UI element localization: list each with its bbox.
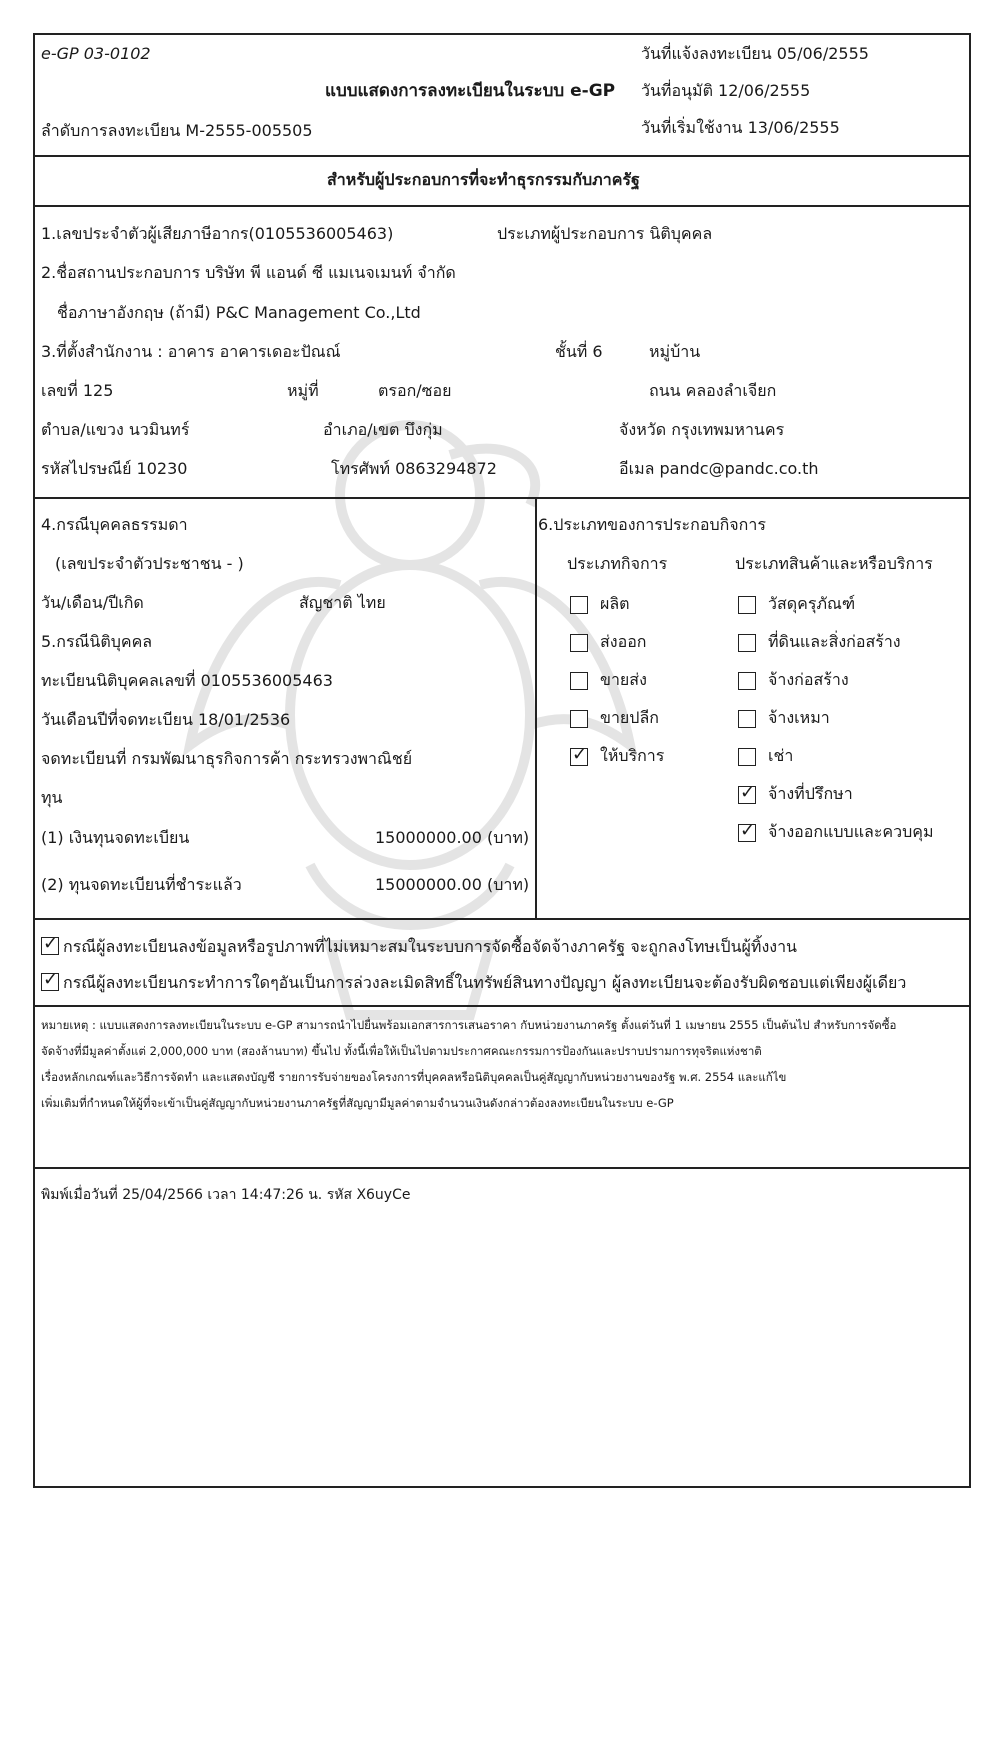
- goods-type-checkbox[interactable]: [738, 782, 756, 804]
- goods-type-checkbox[interactable]: [738, 596, 756, 614]
- village: หมู่บ้าน: [649, 342, 701, 361]
- form-title: แบบแสดงการลงทะเบียนในระบบ e-GP: [325, 81, 616, 101]
- juristic-heading: 5.กรณีนิติบุคคล: [41, 632, 153, 651]
- section-title: สำหรับผู้ประกอบการที่จะทำธุรกรรมกับภาครัฐ: [327, 170, 640, 189]
- checkmark-icon: ✓: [572, 744, 588, 765]
- business-type-label: ขายส่ง: [600, 670, 647, 689]
- company-name-th: 2.ชื่อสถานประกอบการ บริษัท พี แอนด์ ซี แมเนจเมนท์ จำกัด: [41, 263, 456, 282]
- declaration-text: กรณีผู้ลงทะเบียนลงข้อมูลหรือรูปภาพที่ไม่เหมาะสมในระบบการจัดซื้อจัดจ้างภาครัฐ จะถูกลงโทษเป็นผู้ทิ้งงาน: [63, 937, 797, 956]
- subdistrict: ตำบล/แขวง นวมินทร์: [41, 420, 190, 439]
- print-info: พิมพ์เมื่อวันที่ 25/04/2566 เวลา 14:47:26 น. รหัส X6uyCe: [41, 1187, 411, 1203]
- business-type-checkbox[interactable]: [570, 744, 588, 766]
- approve-date: วันที่อนุมัติ 12/06/2555: [641, 81, 811, 100]
- phone: โทรศัพท์ 0863294872: [331, 459, 497, 478]
- goods-type-label: จ้างเหมา: [768, 708, 830, 727]
- column-divider: [535, 497, 537, 918]
- checkmark-icon: ✓: [740, 820, 756, 841]
- birth-date: วัน/เดือน/ปีเกิด: [41, 593, 144, 612]
- goods-type-checkbox[interactable]: [738, 748, 756, 766]
- checkmark-icon: ✓: [43, 933, 59, 954]
- business-column-heading: ประเภทกิจการ: [567, 554, 668, 573]
- email: อีเมล pandc@pandc.co.th: [619, 459, 819, 478]
- citizen-id: (เลขประจำตัวประชาชน - ): [55, 554, 244, 573]
- house-no: เลขที่ 125: [41, 381, 114, 400]
- floor: ชั้นที่ 6: [555, 342, 603, 361]
- moo: หมู่ที่: [287, 381, 319, 400]
- goods-type-label: วัสดุครุภัณฑ์: [768, 594, 856, 613]
- postcode: รหัสไปรษณีย์ 10230: [41, 459, 188, 478]
- business-type-label: ผลิต: [600, 594, 630, 613]
- goods-type-checkbox[interactable]: [738, 672, 756, 690]
- goods-type-label: เช่า: [768, 746, 794, 765]
- goods-type-label: ที่ดินและสิ่งก่อสร้าง: [768, 632, 901, 651]
- paid-capital-label: (2) ทุนจดทะเบียนที่ชำระแล้ว: [41, 875, 242, 894]
- divider: [35, 205, 969, 207]
- goods-type-checkbox[interactable]: [738, 710, 756, 728]
- start-date: วันที่เริ่มใช้งาน 13/06/2555: [641, 118, 840, 137]
- business-type-label: ขายปลีก: [600, 708, 659, 727]
- remark-line: หมายเหตุ : แบบแสดงการลงทะเบียนในระบบ e-GP สามารถนำไปยื่นพร้อมเอกสารการเสนอราคา กับหน่วยงานภาครัฐ ตั้งแต่วันที่ 1 เมษายน 2555 เป็นต้นไป สำหรับการจัดซื้อ: [41, 1018, 897, 1032]
- province: จังหวัด กรุงเทพมหานคร: [619, 420, 785, 439]
- alley: ตรอก/ซอย: [378, 381, 452, 400]
- nationality: สัญชาติ ไทย: [299, 593, 386, 612]
- declaration-checkbox[interactable]: [41, 969, 59, 991]
- checkmark-icon: ✓: [43, 969, 59, 990]
- business-type-checkbox[interactable]: [570, 710, 588, 728]
- divider: [35, 155, 969, 157]
- divider: [35, 1167, 969, 1169]
- business-type-checkbox[interactable]: [570, 596, 588, 614]
- goods-column-heading: ประเภทสินค้าและหรือบริการ: [735, 554, 933, 573]
- business-type-label: ให้บริการ: [600, 746, 665, 765]
- goods-type-label: จ้างออกแบบและควบคุม: [768, 822, 934, 841]
- business-type-label: ส่งออก: [600, 632, 647, 651]
- capital-heading: ทุน: [41, 788, 63, 807]
- checkmark-icon: ✓: [740, 782, 756, 803]
- divider: [35, 918, 969, 920]
- remark-line: เพิ่มเติมที่กำหนดให้ผู้ที่จะเข้าเป็นคู่สัญญากับหน่วยงานภาครัฐที่สัญญามีมูลค่าตามจำนวนเงินดังกล่าวต้องลงทะเบียนในระบบ e-GP: [41, 1096, 674, 1110]
- business-type-checkbox[interactable]: [570, 634, 588, 652]
- declaration-checkbox[interactable]: [41, 933, 59, 955]
- remark-line: จัดจ้างที่มีมูลค่าตั้งแต่ 2,000,000 บาท (สองล้านบาท) ขึ้นไป ทั้งนี้เพื่อให้เป็นไปตามประกาศคณะกรรมการป้องกันและปราบปรามการทุจริตแห่งชาติ: [41, 1044, 762, 1058]
- business-type-heading: 6.ประเภทของการประกอบกิจการ: [538, 515, 766, 534]
- goods-type-label: จ้างที่ปรึกษา: [768, 784, 853, 803]
- operator-type: ประเภทผู้ประกอบการ นิติบุคคล: [497, 224, 713, 243]
- goods-type-checkbox[interactable]: [738, 820, 756, 842]
- remark-line: เรื่องหลักเกณฑ์และวิธีการจัดทำ และแสดงบัญชี รายการรับจ่ายของโครงการที่บุคคลหรือนิติบุคคลเป็นคู่สัญญากับหน่วยงานของรัฐ พ.ศ. 2554 และแก้ไข: [41, 1070, 787, 1084]
- company-name-en: ชื่อภาษาอังกฤษ (ถ้ามี) P&C Management Co.,Ltd: [57, 303, 421, 322]
- business-type-checkbox[interactable]: [570, 672, 588, 690]
- natural-person-heading: 4.กรณีบุคคลธรรมดา: [41, 515, 188, 534]
- road: ถนน คลองลำเจียก: [649, 381, 777, 400]
- form-code: e-GP 03-0102: [41, 44, 151, 63]
- reg-at: จดทะเบียนที่ กรมพัฒนาธุรกิจการค้า กระทรวงพาณิชย์: [41, 749, 413, 768]
- registration-order: ลำดับการลงทะเบียน M-2555-005505: [41, 121, 313, 140]
- registered-capital-label: (1) เงินทุนจดทะเบียน: [41, 828, 190, 847]
- registration-form: [33, 33, 971, 1488]
- goods-type-checkbox[interactable]: [738, 634, 756, 652]
- registered-capital-value: 15000000.00 (บาท): [375, 828, 530, 847]
- address-building: 3.ที่ตั้งสำนักงาน : อาคาร อาคารเดอะปัณณ์: [41, 342, 341, 361]
- paid-capital-value: 15000000.00 (บาท): [375, 875, 530, 894]
- juristic-reg-no: ทะเบียนนิติบุคคลเลขที่ 0105536005463: [41, 671, 333, 690]
- goods-type-label: จ้างก่อสร้าง: [768, 670, 849, 689]
- declaration-text: กรณีผู้ลงทะเบียนกระทำการใดๆอันเป็นการล่วงละเมิดสิทธิ์ในทรัพย์สินทางปัญญา ผู้ลงทะเบียนจะต้องรับผิดชอบแต่เพียงผู้เดียว: [63, 973, 907, 992]
- district: อำเภอ/เขต บึงกุ่ม: [323, 420, 443, 439]
- divider: [35, 1005, 969, 1007]
- notify-date: วันที่แจ้งลงทะเบียน 05/06/2555: [641, 44, 869, 63]
- divider: [35, 497, 969, 499]
- reg-date: วันเดือนปีที่จดทะเบียน 18/01/2536: [41, 710, 291, 729]
- tax-id: 1.เลขประจำตัวผู้เสียภาษีอากร(0105536005463): [41, 224, 394, 243]
